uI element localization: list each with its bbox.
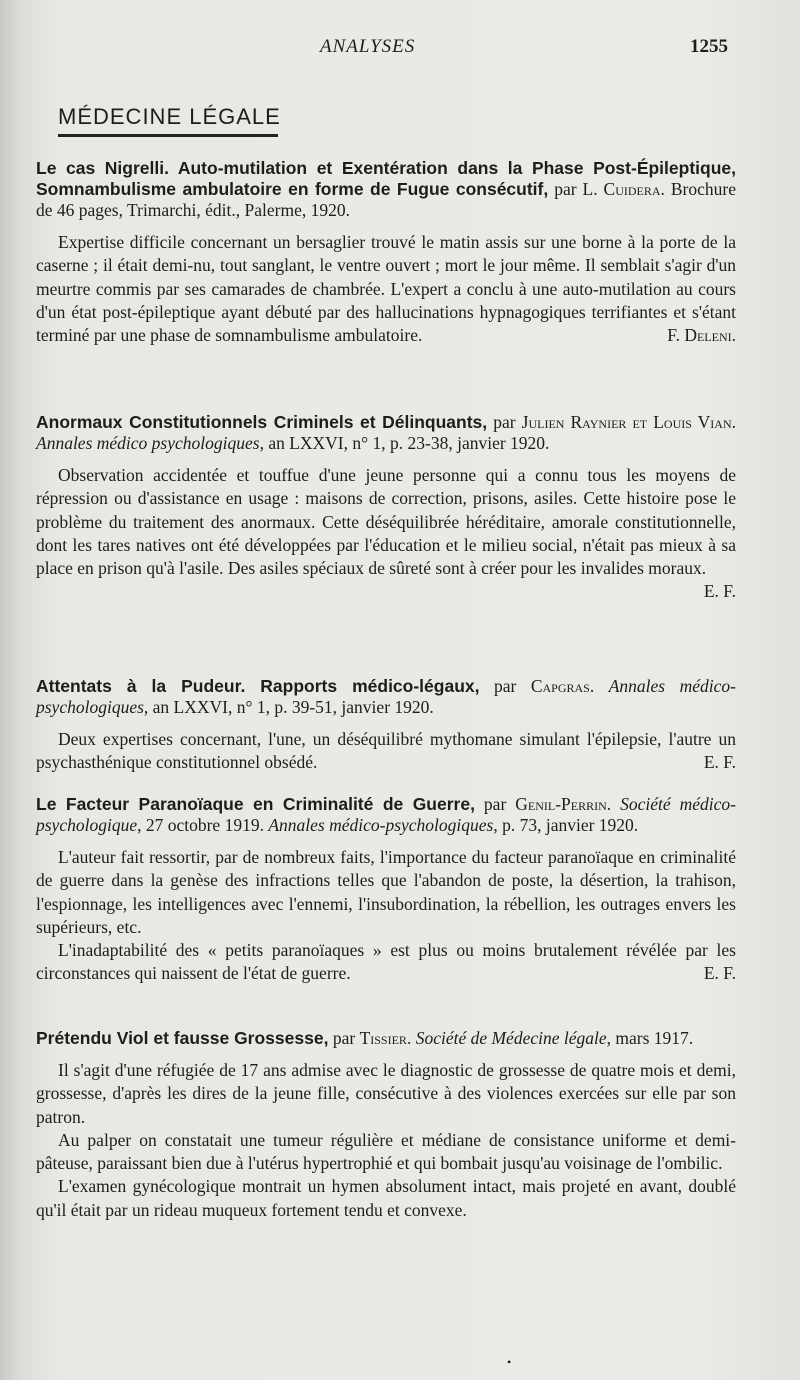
entry-signature: E. F.	[703, 752, 736, 773]
entry-paragraph: L'examen gynécologique montrait un hymen absolument intact, mais projeté en avant, doublé qu'il était par un rideau muqueux fortement tendu et convexe.	[36, 1176, 736, 1220]
entry-publication: , p. 73, janvier 1920.	[493, 815, 639, 835]
entry-signature: F. Deleni.	[667, 325, 736, 346]
entry-journal-2: Annales médico-psychologiques	[268, 815, 494, 835]
entry-heading: Attentats à la Pudeur. Rapports médico-légaux, par Capgras. Annales médico-psychologiques, an LXXVI, n° 1, p. 39-51, janvier 1920.	[36, 676, 736, 717]
entry-anormaux	[36, 412, 736, 604]
entry-paragraph: Expertise difficile concernant un bersaglier trouvé le matin assis sur une borne à la porte de la caserne ; il était demi-nu, tout sanglant, le ventre ouvert ; mort le jour même. Il semblait s'agir d'un meurtre commis par ses camarades de chambrée. L'expert a conclu à une auto-mutilation au cours d'un état post-épileptique ayant débuté par des hallucinations hypnagogiques terrifiantes et s'étant terminé par une phase de somnambulisme ambulatoire. F. Deleni.	[36, 231, 736, 347]
entry-author: Tissier	[359, 1028, 407, 1048]
entry-paragraph: Deux expertises concernant, l'une, un déséquilibré mythomane simulant l'épilepsie, l'autre un psychasthénique constitutionnel obsédé. E. F.	[36, 728, 736, 775]
entry-by: par	[479, 676, 531, 696]
entry-publication: , an LXXVI, n° 1, p. 39-51, janvier 1920.	[143, 697, 434, 717]
entry-nigrelli	[36, 158, 736, 347]
entry-heading: Le Facteur Paranoïaque en Criminalité de Guerre, par Genil-Perrin. Société médico-psychologique, 27 octobre 1919. Annales médico-psychologiques, p. 73, janvier 1920.	[36, 794, 736, 835]
entry-heading	[36, 158, 736, 221]
entry-heading: Prétendu Viol et fausse Grossesse, par Tissier. Société de Médecine légale, mars 1917.	[36, 1028, 694, 1048]
entry-author: Genil-Perrin	[515, 794, 607, 814]
entry-paragraph: L'auteur fait ressortir, par de nombreux faits, l'importance du facteur paranoïaque en criminalité de guerre dans la genèse des infractions telles que l'abandon de poste, la désertion, la trahison, l'espionnage, les intelligences avec l'ennemi, l'insubordination, la rébellion, les outrages envers les supérieurs, etc.	[36, 847, 736, 937]
entry-by: par	[548, 179, 583, 199]
running-head	[0, 36, 800, 60]
entry-signature: E. F.	[703, 581, 736, 602]
running-title: ANALYSES	[320, 36, 416, 57]
entry-facteur-paranoiaque	[36, 794, 736, 986]
section-rule	[58, 134, 278, 137]
entry-publication: . Brochure de 46 pages, Trimarchi, édit., Palerme, 1920.	[36, 179, 736, 220]
entry-by: par	[474, 794, 516, 814]
page-number: 1255	[690, 36, 728, 57]
entry-title: Le cas Nigrelli. Auto-mutilation et Exentération dans la Phase Post-Épileptique, Somnambulisme ambulatoire en forme de Fugue consécutif,	[36, 158, 736, 199]
entry-attentats	[36, 676, 736, 775]
entry-publication: , an LXXVI, n° 1, p. 23-38, janvier 1920.	[259, 433, 550, 453]
entry-journal: Société de Médecine légale	[415, 1028, 607, 1048]
entry-title: Prétendu Viol et fausse Grossesse,	[36, 1028, 329, 1048]
entry-heading: Anormaux Constitutionnels Criminels et Délinquants, par Julien Raynier et Louis Vian. Annales médico psychologiques, an LXXVI, n° 1, p. 23-38, janvier 1920.	[36, 412, 736, 453]
entry-by: par	[328, 1028, 360, 1048]
entry-pretendu-viol	[36, 1028, 736, 1222]
entry-author: Julien Raynier et Louis Vian	[521, 412, 732, 432]
entry-paragraph: L'inadaptabilité des « petits paranoïaques » est plus ou moins brutalement révélée par les circonstances qui naissent de l'état de guerre. E. F.	[36, 939, 736, 986]
section-title: MÉDECINE LÉGALE	[58, 104, 281, 129]
entry-author: Capgras	[530, 676, 590, 696]
entry-journal: Annales médico-psychologiques	[36, 676, 736, 717]
entry-journal: Annales médico psychologiques	[36, 433, 260, 453]
entry-paragraph: Observation accidentée et touffue d'une jeune personne qui a connu tous les moyens de répression ou d'assistance en usage : maisons de correction, prisons, asiles. Cette histoire pose le problème du traitement des anormaux. Cette déséquilibrée héréditaire, amorale constitutionnelle, dont les tares natives ont été développées par l'éducation et le milieu social, n'était pas mieux à sa place en prison qu'à l'asile. Des asiles spéciaux de sûreté sont à créer pour les invalides moraux. E. F.	[36, 464, 736, 580]
entry-paragraph: Au palper on constatait une tumeur régulière et médiane de consistance uniforme et demi-pâteuse, paraissant bien due à l'utérus hypertrophié et qui bombait jusqu'au voisinage de l'ombilic.	[36, 1129, 736, 1174]
entry-paragraph: Il s'agit d'une réfugiée de 17 ans admise avec le diagnostic de grossesse de quatre mois et demi, grossesse, d'après les dires de la jeune fille, consécutive à des violences exercées sur elle par son patron.	[36, 1060, 736, 1127]
entry-title: Attentats à la Pudeur. Rapports médico-légaux,	[36, 676, 480, 696]
entry-journal: Société médico-psychologique	[36, 794, 736, 835]
entry-title: Le Facteur Paranoïaque en Criminalité de Guerre,	[36, 794, 475, 814]
entry-by: par	[487, 412, 522, 432]
entry-signature: E. F.	[703, 963, 736, 984]
entry-title: Anormaux Constitutionnels Criminels et Délinquants,	[36, 412, 488, 432]
entry-publication: , mars 1917.	[606, 1028, 694, 1048]
entry-author: L. Cuidera	[582, 179, 661, 199]
footer-mark: •	[507, 1355, 512, 1369]
